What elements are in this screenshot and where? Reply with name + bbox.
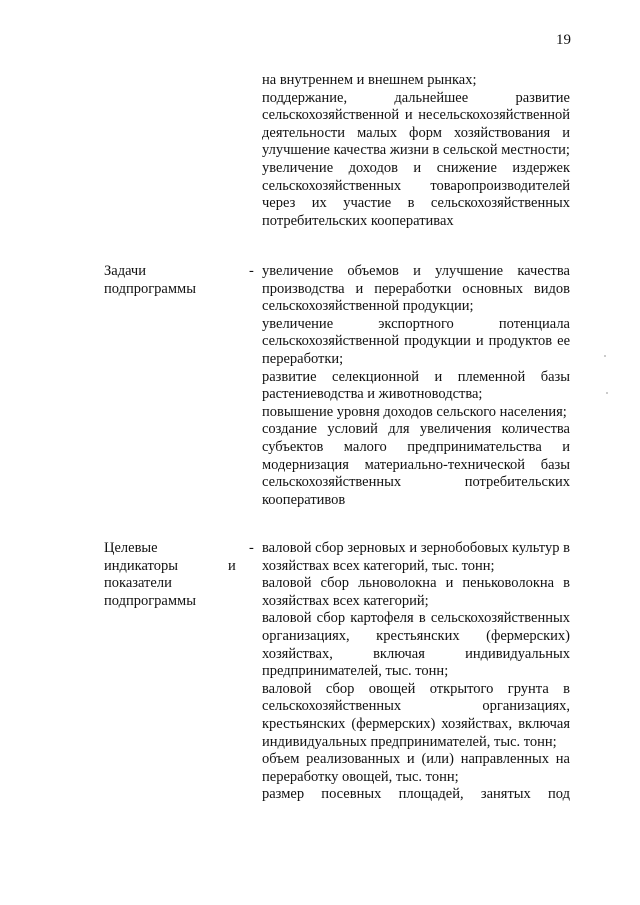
- tasks-label-line: Задачи: [104, 263, 146, 279]
- indicator-item: валовой сбор овощей открытого грунта в сельскохозяйственных организациях, крестьянских (фермерских) хозяйствах, включая индивидуальных предпринимателей, тыс. тонн;: [262, 680, 570, 750]
- indicator-item: объем реализованных и (или) направленных на переработку овощей, тыс. тонн;: [262, 751, 570, 785]
- scan-speck: [604, 355, 606, 357]
- page-number: 19: [556, 32, 571, 48]
- indicators-label-line: подпрограммы: [104, 592, 196, 609]
- goal-item: увеличение доходов и снижение издержек сельскохозяйственных товаропроизводителей через их участие в сельскохозяйственных потребительских кооперативах: [262, 159, 570, 229]
- task-item: увеличение экспортного потенциала сельскохозяйственной продукции и продуктов ее переработки;: [262, 315, 570, 367]
- task-item: создание условий для увеличения количества субъектов малого предпринимательства и модернизация материально-технической базы сельскохозяйственных потребительских кооперативов: [262, 421, 570, 508]
- task-item: повышение уровня доходов сельского населения;: [262, 403, 567, 420]
- indicators-label: [104, 540, 196, 610]
- indicators-label-line: индикаторы: [104, 557, 178, 574]
- scan-speck: [606, 392, 608, 394]
- indicators-label-line: Целевые: [104, 540, 158, 556]
- indicators-label-and: и: [228, 557, 236, 574]
- goal-item: на внутреннем и внешнем рынках;: [262, 72, 477, 88]
- task-item: развитие селекционной и племенной базы растениеводства и животноводства;: [262, 368, 570, 403]
- indicators-list: [262, 540, 570, 804]
- goal-item: поддержание, дальнейшее развитие сельскохозяйственной и несельскохозяйственной деятельности малых форм хозяйствования и улучшение качества жизни в сельской местности;: [262, 89, 570, 159]
- indicator-item: валовой сбор зерновых и зернобобовых культур в хозяйствах всех категорий, тыс. тонн;: [262, 540, 570, 574]
- tasks-dash: -: [249, 263, 254, 279]
- indicator-item: размер посевных площадей, занятых под: [262, 786, 570, 803]
- indicator-item: валовой сбор льноволокна и пеньковолокна в хозяйствах всех категорий;: [262, 575, 570, 609]
- tasks-list: [262, 263, 570, 509]
- tasks-label-line: подпрограммы: [104, 280, 196, 297]
- indicators-dash: -: [249, 540, 254, 556]
- indicator-item: валовой сбор картофеля в сельскохозяйственных организациях, крестьянских (фермерских) хозяйствах, включая индивидуальных предпринимателей, тыс. тонн;: [262, 610, 570, 680]
- task-item: увеличение объемов и улучшение качества производства и переработки основных видов сельскохозяйственной продукции;: [262, 263, 570, 315]
- goals-continuation: [262, 72, 570, 230]
- indicators-label-line: показатели: [104, 575, 172, 592]
- tasks-label: [104, 263, 196, 298]
